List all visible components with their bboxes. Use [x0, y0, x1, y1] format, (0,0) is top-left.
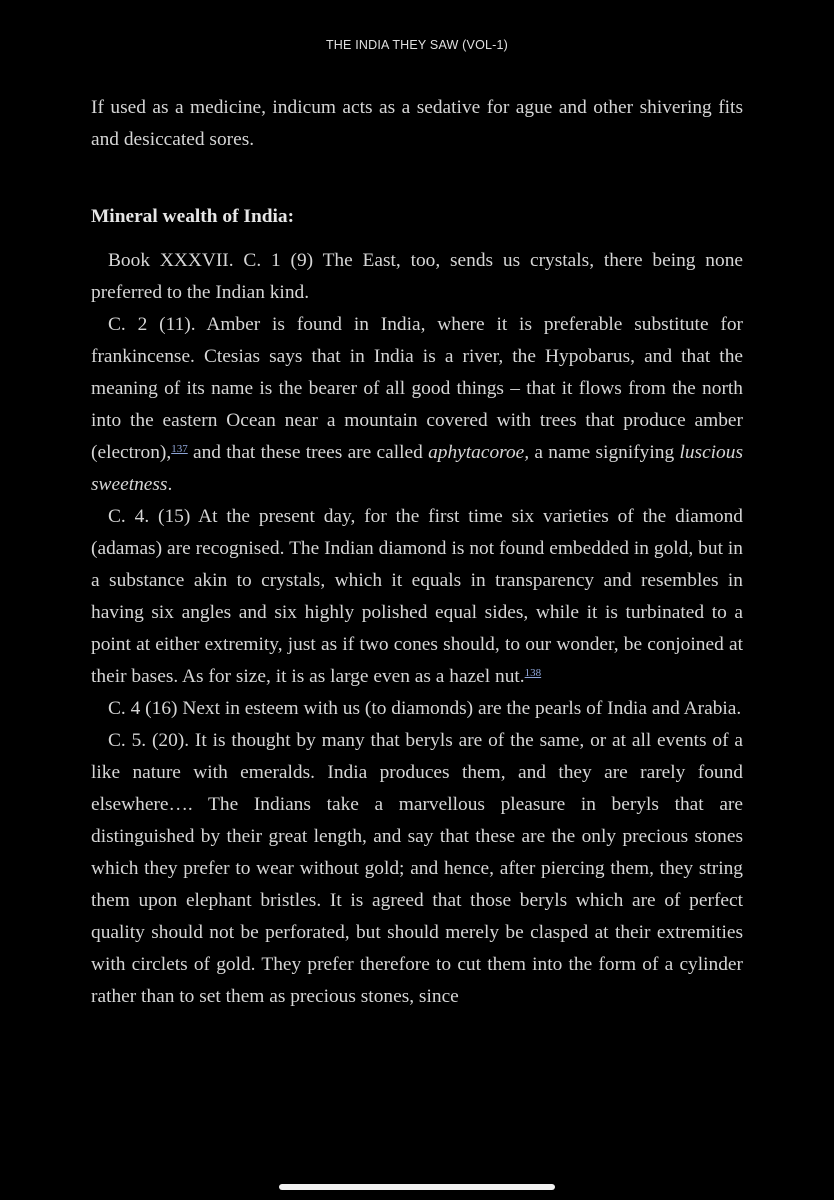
amber-term-aphytacoroe: aphytacoroe,	[428, 442, 530, 463]
diamond-text: C. 4. (15) At the present day, for the first time six varieties of the diamond (adamas) are recognised. The Indian diamond is not found embedded in gold, but in a substance akin to crystals, which it equals in transparency and resembles in having six angles and six highly polished equal sides, while it is turbinated to a point at either extremity, just as if two cones should, to our wonder, be conjoined at their bases. As for size, it is as large even as a hazel nut.	[91, 506, 743, 687]
amber-text-b: and that these trees are called	[187, 442, 429, 463]
amber-text-d: .	[167, 474, 173, 495]
paragraph-amber	[91, 309, 743, 501]
paragraph-beryls: C. 5. (20). It is thought by many that beryls are of the same, or at all events of a like nature with emeralds. India produces them, and they are rarely found elsewhere…. The Indians take a marvellous pleasure in beryls that are distinguished by their great length, and say that these are the only precious stones which they prefer to wear without gold; and hence, after piercing them, they string them upon elephant bristles. It is agreed that those beryls which are of perfect quality should not be perforated, but should merely be clasped at their extremities with circlets of gold. They prefer therefore to cut them into the form of a cylinder rather than to set them as precious stones, since	[91, 730, 743, 1007]
paragraph-diamond	[91, 501, 743, 693]
intro-paragraph: If used as a medicine, indicum acts as a sedative for ague and other shivering fits and desiccated sores.	[91, 97, 743, 150]
amber-term-luscious-sweetness: luscious sweetness	[91, 442, 743, 495]
footnote-link-138[interactable]: 138	[524, 667, 542, 679]
section-heading: Mineral wealth of India:	[91, 206, 295, 227]
amber-text-c: a name signifying	[529, 442, 680, 463]
page-text	[91, 92, 743, 1013]
amber-text-a: C. 2 (11). Amber is found in India, where it is preferable substitute for frankincense. Ctesias says that in India is a river, the Hypobarus, and that the meaning of its name is the bearer of all good things – that it flows from the north into the eastern Ocean near a mountain covered with trees that produce amber (electron),	[91, 314, 743, 463]
home-indicator[interactable]	[279, 1184, 555, 1190]
footnote-link-137[interactable]: 137	[171, 443, 188, 455]
paragraph-pearls: C. 4 (16) Next in esteem with us (to diamonds) are the pearls of India and Arabia.	[108, 698, 742, 719]
paragraph-book-xxxvii: Book XXXVII. C. 1 (9) The East, too, sends us crystals, there being none preferred to the Indian kind.	[91, 250, 743, 303]
book-title-header: THE INDIA THEY SAW (VOL-1)	[325, 38, 509, 52]
